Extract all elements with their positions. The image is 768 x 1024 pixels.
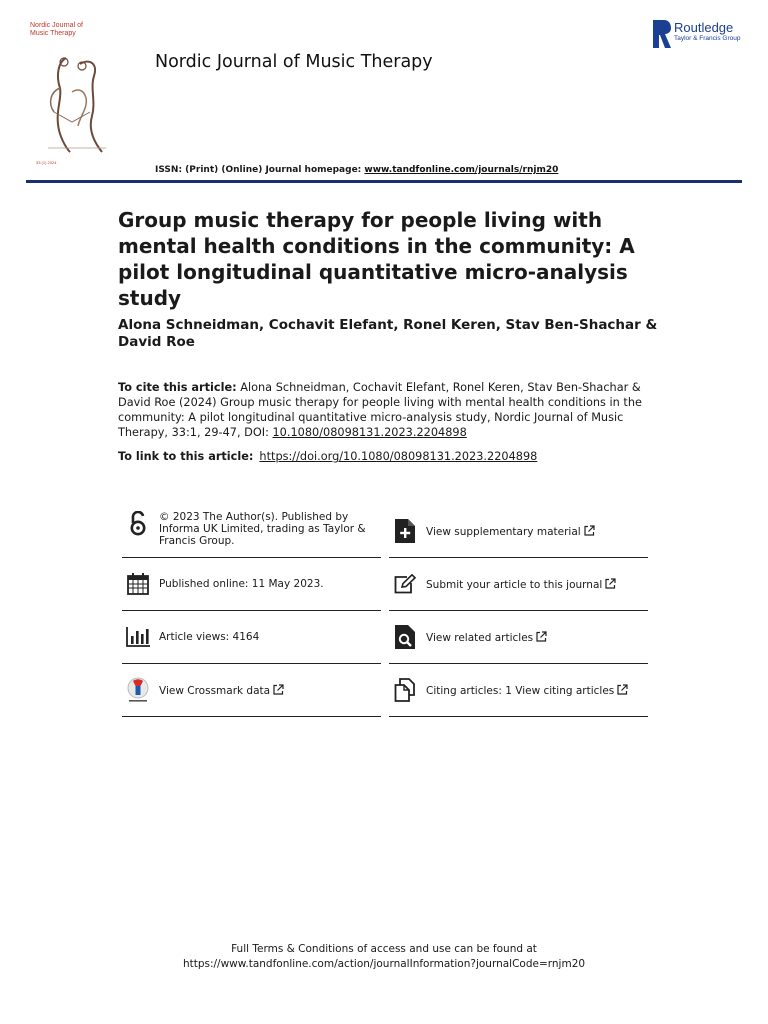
cover-artwork [36, 52, 114, 156]
cover-volume: 33 (1) 2024 [36, 160, 57, 165]
bar-chart-icon [126, 627, 150, 647]
cover-title-line1: Nordic Journal of [30, 22, 83, 29]
terms-footer [0, 942, 768, 972]
external-link-icon [617, 684, 628, 695]
routledge-logo-icon [653, 20, 671, 48]
external-link-icon [273, 684, 284, 695]
article-info-panel [122, 505, 648, 717]
external-link-icon [536, 631, 547, 642]
views-count: Article views: 4164 [159, 631, 260, 643]
published-date: Published online: 11 May 2023. [159, 578, 324, 590]
article-link [118, 449, 658, 464]
issn-line [155, 165, 558, 175]
journal-cover [30, 22, 110, 168]
doi-link[interactable]: https://doi.org/10.1080/08098131.2023.2204898 [259, 450, 538, 463]
cite-text: Alona Schneidman, Cochavit Elefant, Ronel Keren, Stav Ben-Shachar & David Roe (2024) Group music therapy for people living with mental health conditions in the community: A pilot longitudinal quantitative micro-analysis study, Nordic Journal of Music Therapy, 33:1, 29-47, DOI: [118, 381, 642, 439]
supplementary-label: View supplementary material [426, 525, 581, 538]
citing-label: Citing articles: 1 View citing articles [426, 684, 615, 697]
article-authors: Alona Schneidman, Cochavit Elefant, Ronel Keren, Stav Ben-Shachar & David Roe [118, 317, 658, 350]
publisher-subtitle: Taylor & Francis Group [674, 35, 741, 42]
external-link-icon [605, 578, 616, 589]
issn-text: ISSN: (Print) (Online) Journal homepage: [155, 165, 365, 175]
header-rule [26, 180, 742, 183]
link-label: To link to this article: [118, 450, 254, 463]
footer-line1: Full Terms & Conditions of access and use can be found at [231, 943, 537, 955]
published-online [122, 558, 381, 611]
cite-label: To cite this article: [118, 381, 237, 394]
view-supplementary-material[interactable] [389, 505, 648, 558]
cite-doi-link[interactable]: 10.1080/08098131.2023.2204898 [272, 426, 467, 439]
footer-terms-link[interactable]: https://www.tandfonline.com/action/journalInformation?journalCode=rnjm20 [182, 958, 586, 970]
submit-article[interactable] [389, 558, 648, 611]
external-link-icon [584, 525, 595, 536]
cover-title [30, 22, 110, 38]
submit-label: Submit your article to this journal [426, 578, 603, 591]
article-title: Group music therapy for people living with mental health conditions in the community: A pilot longitudinal quantitative micro-analysis study [118, 208, 635, 310]
view-citing-articles[interactable] [389, 664, 648, 717]
related-label: View related articles [426, 631, 534, 644]
open-access-notice [122, 505, 381, 558]
crossmark-icon [126, 677, 150, 703]
cover-title-line2: Music Therapy [30, 30, 76, 37]
journal-name: Nordic Journal of Music Therapy [155, 52, 433, 72]
documents-icon [394, 678, 416, 702]
publisher-name: Routledge [674, 20, 734, 35]
document-search-icon [395, 625, 415, 649]
publisher-logo [653, 20, 740, 48]
edit-icon [394, 574, 416, 594]
crossmark-label: View Crossmark data [159, 684, 271, 697]
citation [118, 380, 648, 440]
calendar-icon [127, 573, 149, 595]
document-plus-icon [395, 519, 415, 543]
journal-homepage-link[interactable]: www.tandfonline.com/journals/rnjm20 [364, 165, 559, 175]
open-access-text: © 2023 The Author(s). Published by Informa UK Limited, trading as Taylor & Francis Group. [159, 511, 366, 547]
view-crossmark-data[interactable] [122, 664, 381, 717]
article-views [122, 611, 381, 664]
open-access-icon [129, 511, 147, 537]
view-related-articles[interactable] [389, 611, 648, 664]
